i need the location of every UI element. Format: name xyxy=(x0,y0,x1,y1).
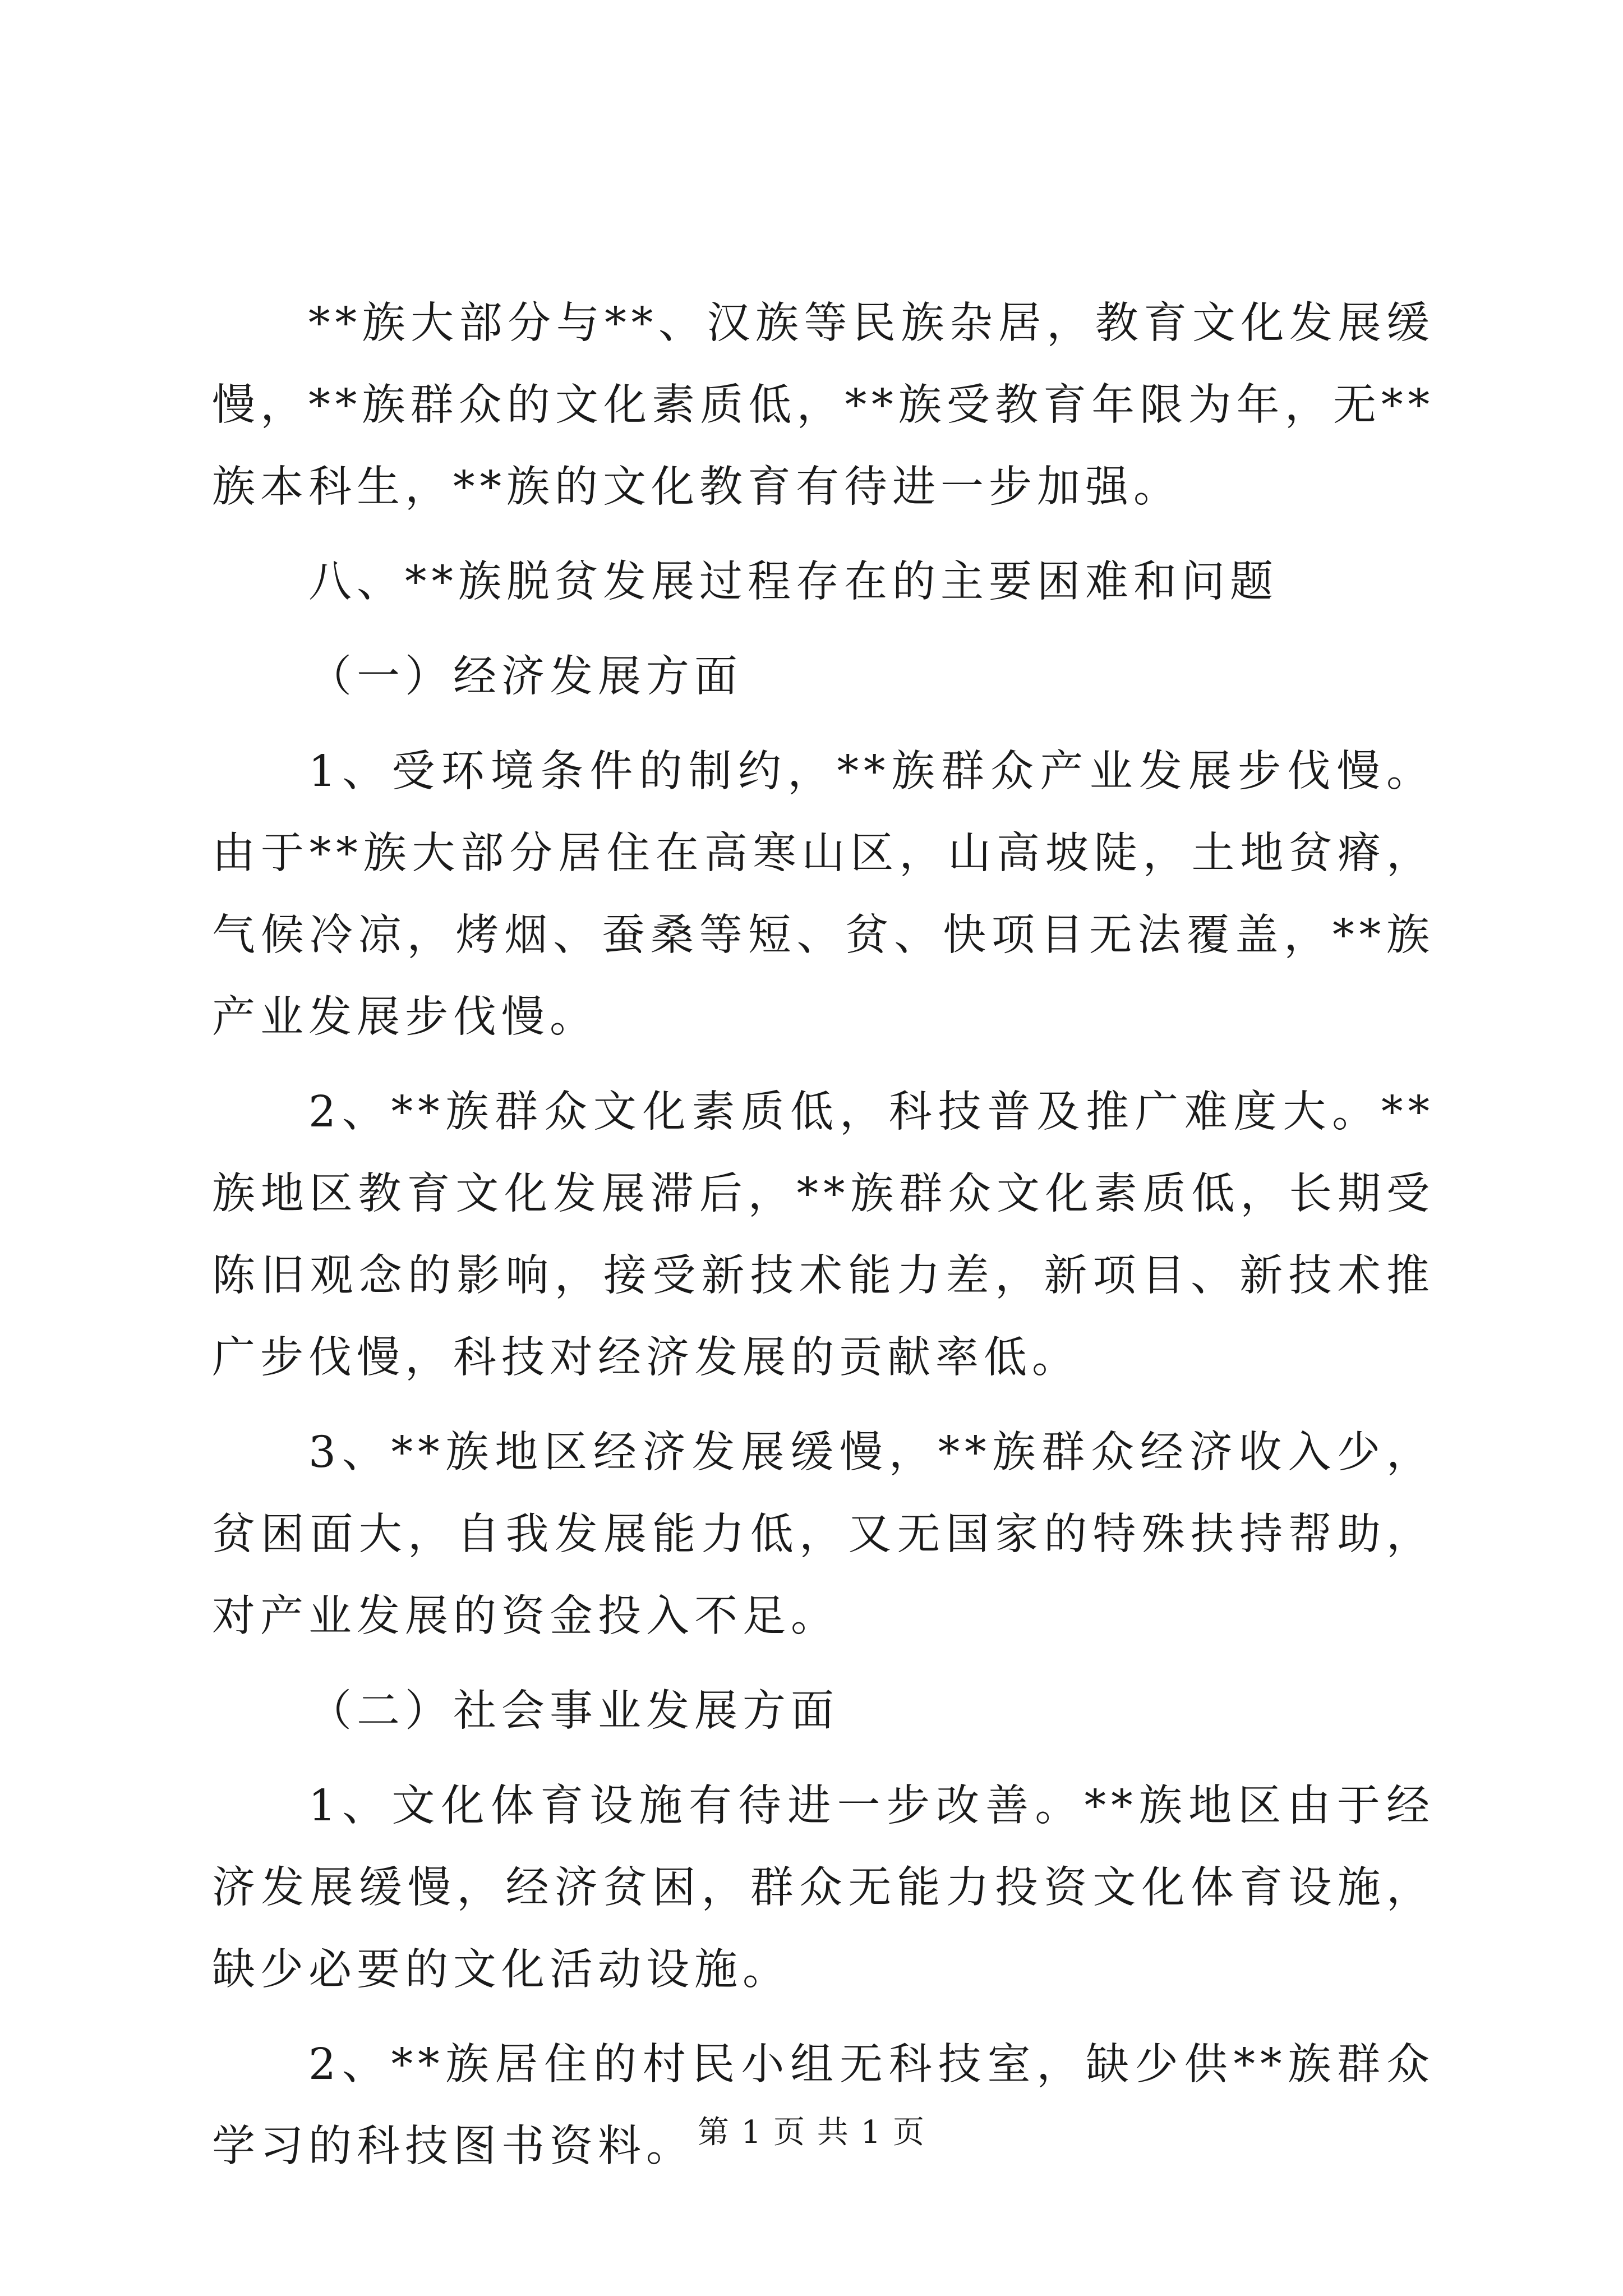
paragraph-economy-item-1: 1、受环境条件的制约，**族群众产业发展步伐慢。由于**族大部分居住在高寒山区，山高坡陡，土地贫瘠，气候冷凉，烤烟、蚕桑等短、贫、快项目无法覆盖，**族产业发展步伐慢。 xyxy=(212,747,1435,1042)
subsection-heading-economy: （一）经济发展方面 xyxy=(308,652,743,702)
section-heading-difficulties: 八、**族脱贫发展过程存在的主要困难和问题 xyxy=(308,557,1278,607)
document-body xyxy=(212,283,1435,2201)
subsection-heading-social: （二）社会事业发展方面 xyxy=(308,1686,839,1736)
paragraph-economy-item-2: 2、**族群众文化素质低，科技普及推广难度大。**族地区教育文化发展滞后，**族群众文化素质低，长期受陈旧观念的影响，接受新技术能力差，新项目、新技术推广步伐慢，科技对经济发展的贡献率低。 xyxy=(212,1087,1435,1383)
paragraph-economy-item-3: 3、**族地区经济发展缓慢，**族群众经济收入少，贫困面大，自我发展能力低，又无国家的特殊扶持帮助，对产业发展的资金投入不足。 xyxy=(212,1428,1435,1641)
page-number-footer: 第 1 页 共 1 页 xyxy=(697,2114,926,2151)
paragraph-social-item-1: 1、文化体育设施有待进一步改善。**族地区由于经济发展缓慢，经济贫困，群众无能力投资文化体育设施，缺少必要的文化活动设施。 xyxy=(212,1781,1435,1995)
paragraph-literacy-intro: **族大部分与**、汉族等民族杂居，教育文化发展缓慢，**族群众的文化素质低，**族受教育年限为年，无**族本科生，**族的文化教育有待进一步加强。 xyxy=(212,298,1435,512)
paragraph-social-item-2: 2、**族居住的村民小组无科技室，缺少供**族群众学习的科技图书资料。 xyxy=(212,2040,1435,2171)
